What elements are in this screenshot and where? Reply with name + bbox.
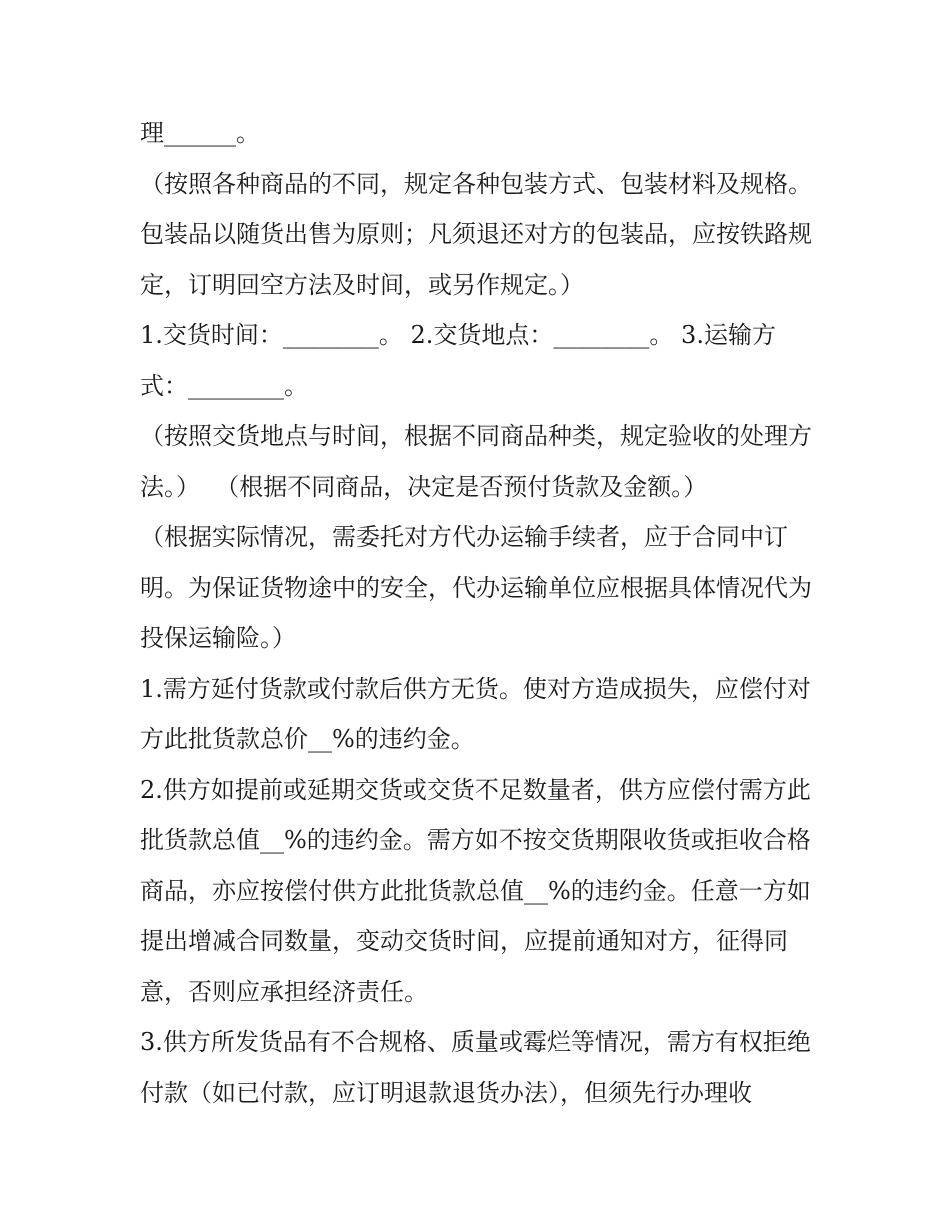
paragraph-clause-1: 1.需方延付货款或付款后供方无货。使对方造成损失，应偿付对方此批货款总价__%的违约金。 bbox=[140, 674, 811, 753]
paragraph-clause-3: 3.供方所发货品有不合规格、质量或霉烂等情况，需方有权拒绝付款（如已付款，应订明退款退货办法），但须先行办理收 bbox=[140, 1028, 811, 1107]
document-body bbox=[140, 108, 815, 1118]
paragraph-acceptance-note: （按照交货地点与时间，根据不同商品种类，规定验收的处理方法。） （根据不同商品，决定是否预付货款及金额。） bbox=[140, 422, 812, 501]
paragraph-clause-2: 2.供方如提前或延期交货或交货不足数量者，供方应偿付需方此批货款总值__%的违约金。需方如不按交货期限收货或拒收合格商品，亦应按偿付供方此批货款总值__%的违约金。任意一方如提出增减合同数量，变动交货时间，应提前通知对方，征得同意，否则应承担经济责任。 bbox=[140, 775, 811, 1006]
paragraph-continuation: 理______。 bbox=[140, 119, 260, 147]
paragraph-delivery-terms: 1.交货时间：________。 2.交货地点：________。 3.运输方式：________。 bbox=[140, 321, 776, 400]
paragraph-transport-note: （根据实际情况，需委托对方代办运输手续者，应于合同中订明。为保证货物途中的安全，代办运输单位应根据具体情况代为投保运输险。） bbox=[140, 523, 812, 652]
paragraph-packaging-note: （按照各种商品的不同，规定各种包装方式、包装材料及规格。包装品以随货出售为原则；凡须退还对方的包装品，应按铁路规定，订明回空方法及时间，或另作规定。） bbox=[140, 169, 812, 299]
